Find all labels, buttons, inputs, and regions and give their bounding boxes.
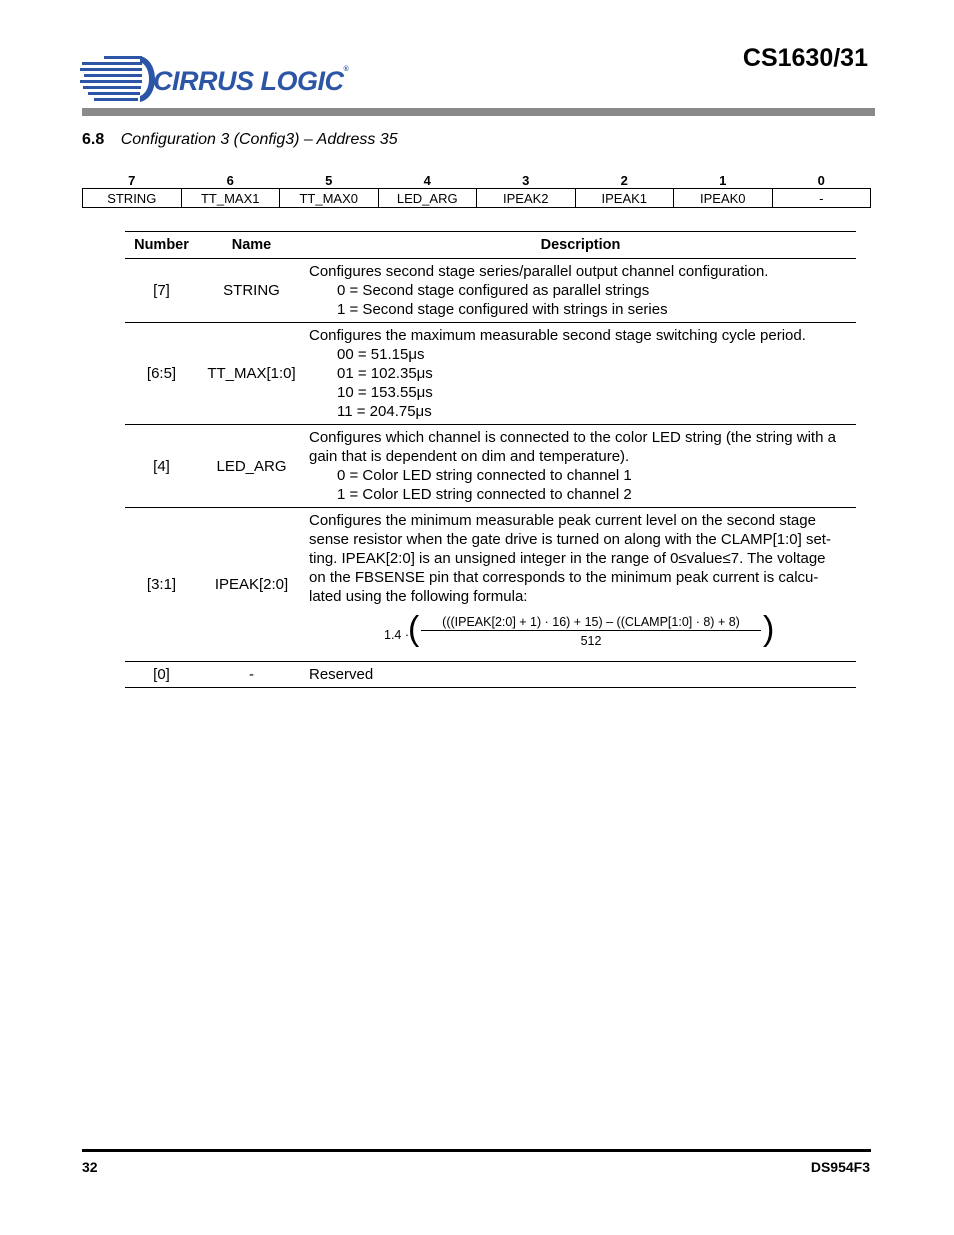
description-option: 11 = 204.75μs xyxy=(337,403,432,420)
table-row xyxy=(125,259,856,323)
row-description xyxy=(305,323,856,425)
row-description xyxy=(305,662,856,688)
row-description xyxy=(305,508,856,662)
bit-number: 3 xyxy=(522,172,530,188)
description-option: 1 = Color LED string connected to channel 2 xyxy=(337,486,632,503)
bit-field: IPEAK1 xyxy=(575,189,674,208)
description-option: 0 = Color LED string connected to channel 1 xyxy=(337,467,632,484)
row-number: [3:1] xyxy=(125,508,198,662)
section-number: 6.8 xyxy=(82,131,105,148)
description-line: gain that is dependent on dim and temperature). xyxy=(309,448,630,465)
register-description-table xyxy=(125,231,856,688)
description-line: lated using the following formula: xyxy=(309,588,528,605)
logo-wordmark: CIRRUS LOGIC® xyxy=(153,66,349,96)
row-number: [0] xyxy=(125,662,198,688)
document-title: CS1630/31 xyxy=(742,44,868,72)
description-option: 01 = 102.35μs xyxy=(337,365,433,382)
bit-number: 4 xyxy=(423,172,431,188)
bit-field-row xyxy=(83,189,871,208)
bit-field: IPEAK2 xyxy=(477,189,576,208)
description-line: Configures the minimum measurable peak current level on the second stage xyxy=(309,512,816,529)
table-row xyxy=(125,662,856,688)
cirrus-logic-logo xyxy=(80,52,349,106)
bit-number: 2 xyxy=(620,172,628,188)
header-rule xyxy=(82,108,875,116)
row-description xyxy=(305,259,856,323)
description-line: Configures the maximum measurable second stage switching cycle period. xyxy=(309,327,806,344)
header-number: Number xyxy=(125,232,198,259)
header-name: Name xyxy=(198,232,305,259)
description-option: 1 = Second stage configured with strings in series xyxy=(337,301,668,318)
table-header-row xyxy=(125,232,856,259)
bit-number: 7 xyxy=(128,172,136,188)
description-line: Configures which channel is connected to the color LED string (the string with a xyxy=(309,429,836,446)
row-name: - xyxy=(198,662,305,688)
bit-field: LED_ARG xyxy=(378,189,477,208)
formula-numerator: (((IPEAK[2:0] + 1) · 16) + 15) – ((CLAMP[1:0] · 8) + 8) xyxy=(442,615,740,629)
description-option: 0 = Second stage configured as parallel strings xyxy=(337,282,650,299)
formula-coefficient: 1.4 · xyxy=(384,628,410,642)
header-description: Description xyxy=(305,232,856,259)
bit-field: TT_MAX0 xyxy=(280,189,379,208)
bit-number: 5 xyxy=(325,172,333,188)
description-line: Reserved xyxy=(309,666,374,683)
swoosh-logo-icon xyxy=(80,52,160,106)
row-number: [4] xyxy=(125,425,198,508)
table-row xyxy=(125,508,856,662)
bit-number: 0 xyxy=(817,172,825,188)
row-name: IPEAK[2:0] xyxy=(198,508,305,662)
peak-current-formula xyxy=(377,612,877,656)
row-number: [7] xyxy=(125,259,198,323)
description-line: ting. IPEAK[2:0] is an unsigned integer in the range of 0≤value≤7. The voltage xyxy=(309,550,826,567)
document-id: DS954F3 xyxy=(810,1159,870,1175)
formula-left-paren: ( xyxy=(408,610,420,648)
bit-field: STRING xyxy=(83,189,182,208)
row-name: TT_MAX[1:0] xyxy=(198,323,305,425)
footer-rule xyxy=(82,1149,871,1152)
row-number: [6:5] xyxy=(125,323,198,425)
table-row xyxy=(125,425,856,508)
formula-right-paren: ) xyxy=(763,610,775,648)
fraction-bar xyxy=(421,630,761,631)
section-heading xyxy=(82,131,398,149)
register-bit-map xyxy=(82,172,871,208)
table-row xyxy=(125,323,856,425)
row-name: STRING xyxy=(198,259,305,323)
description-line: Configures second stage series/parallel output channel configuration. xyxy=(309,263,769,280)
bit-field: TT_MAX1 xyxy=(181,189,280,208)
row-description xyxy=(305,425,856,508)
description-option: 10 = 153.55μs xyxy=(337,384,433,401)
section-title: Configuration 3 (Config3) – Address 35 xyxy=(120,131,398,148)
description-line: sense resistor when the gate drive is turned on along with the CLAMP[1:0] set- xyxy=(309,531,831,548)
description-line: on the FBSENSE pin that corresponds to the minimum peak current is calcu- xyxy=(309,569,819,586)
bit-field: IPEAK0 xyxy=(674,189,773,208)
description-option: 00 = 51.15μs xyxy=(337,346,425,363)
bit-number: 1 xyxy=(719,172,727,188)
page-number: 32 xyxy=(82,1159,98,1175)
row-name: LED_ARG xyxy=(198,425,305,508)
bit-number: 6 xyxy=(226,172,234,188)
formula-denominator: 512 xyxy=(580,634,602,648)
bit-number-row xyxy=(83,172,871,189)
bit-field: - xyxy=(772,189,871,208)
